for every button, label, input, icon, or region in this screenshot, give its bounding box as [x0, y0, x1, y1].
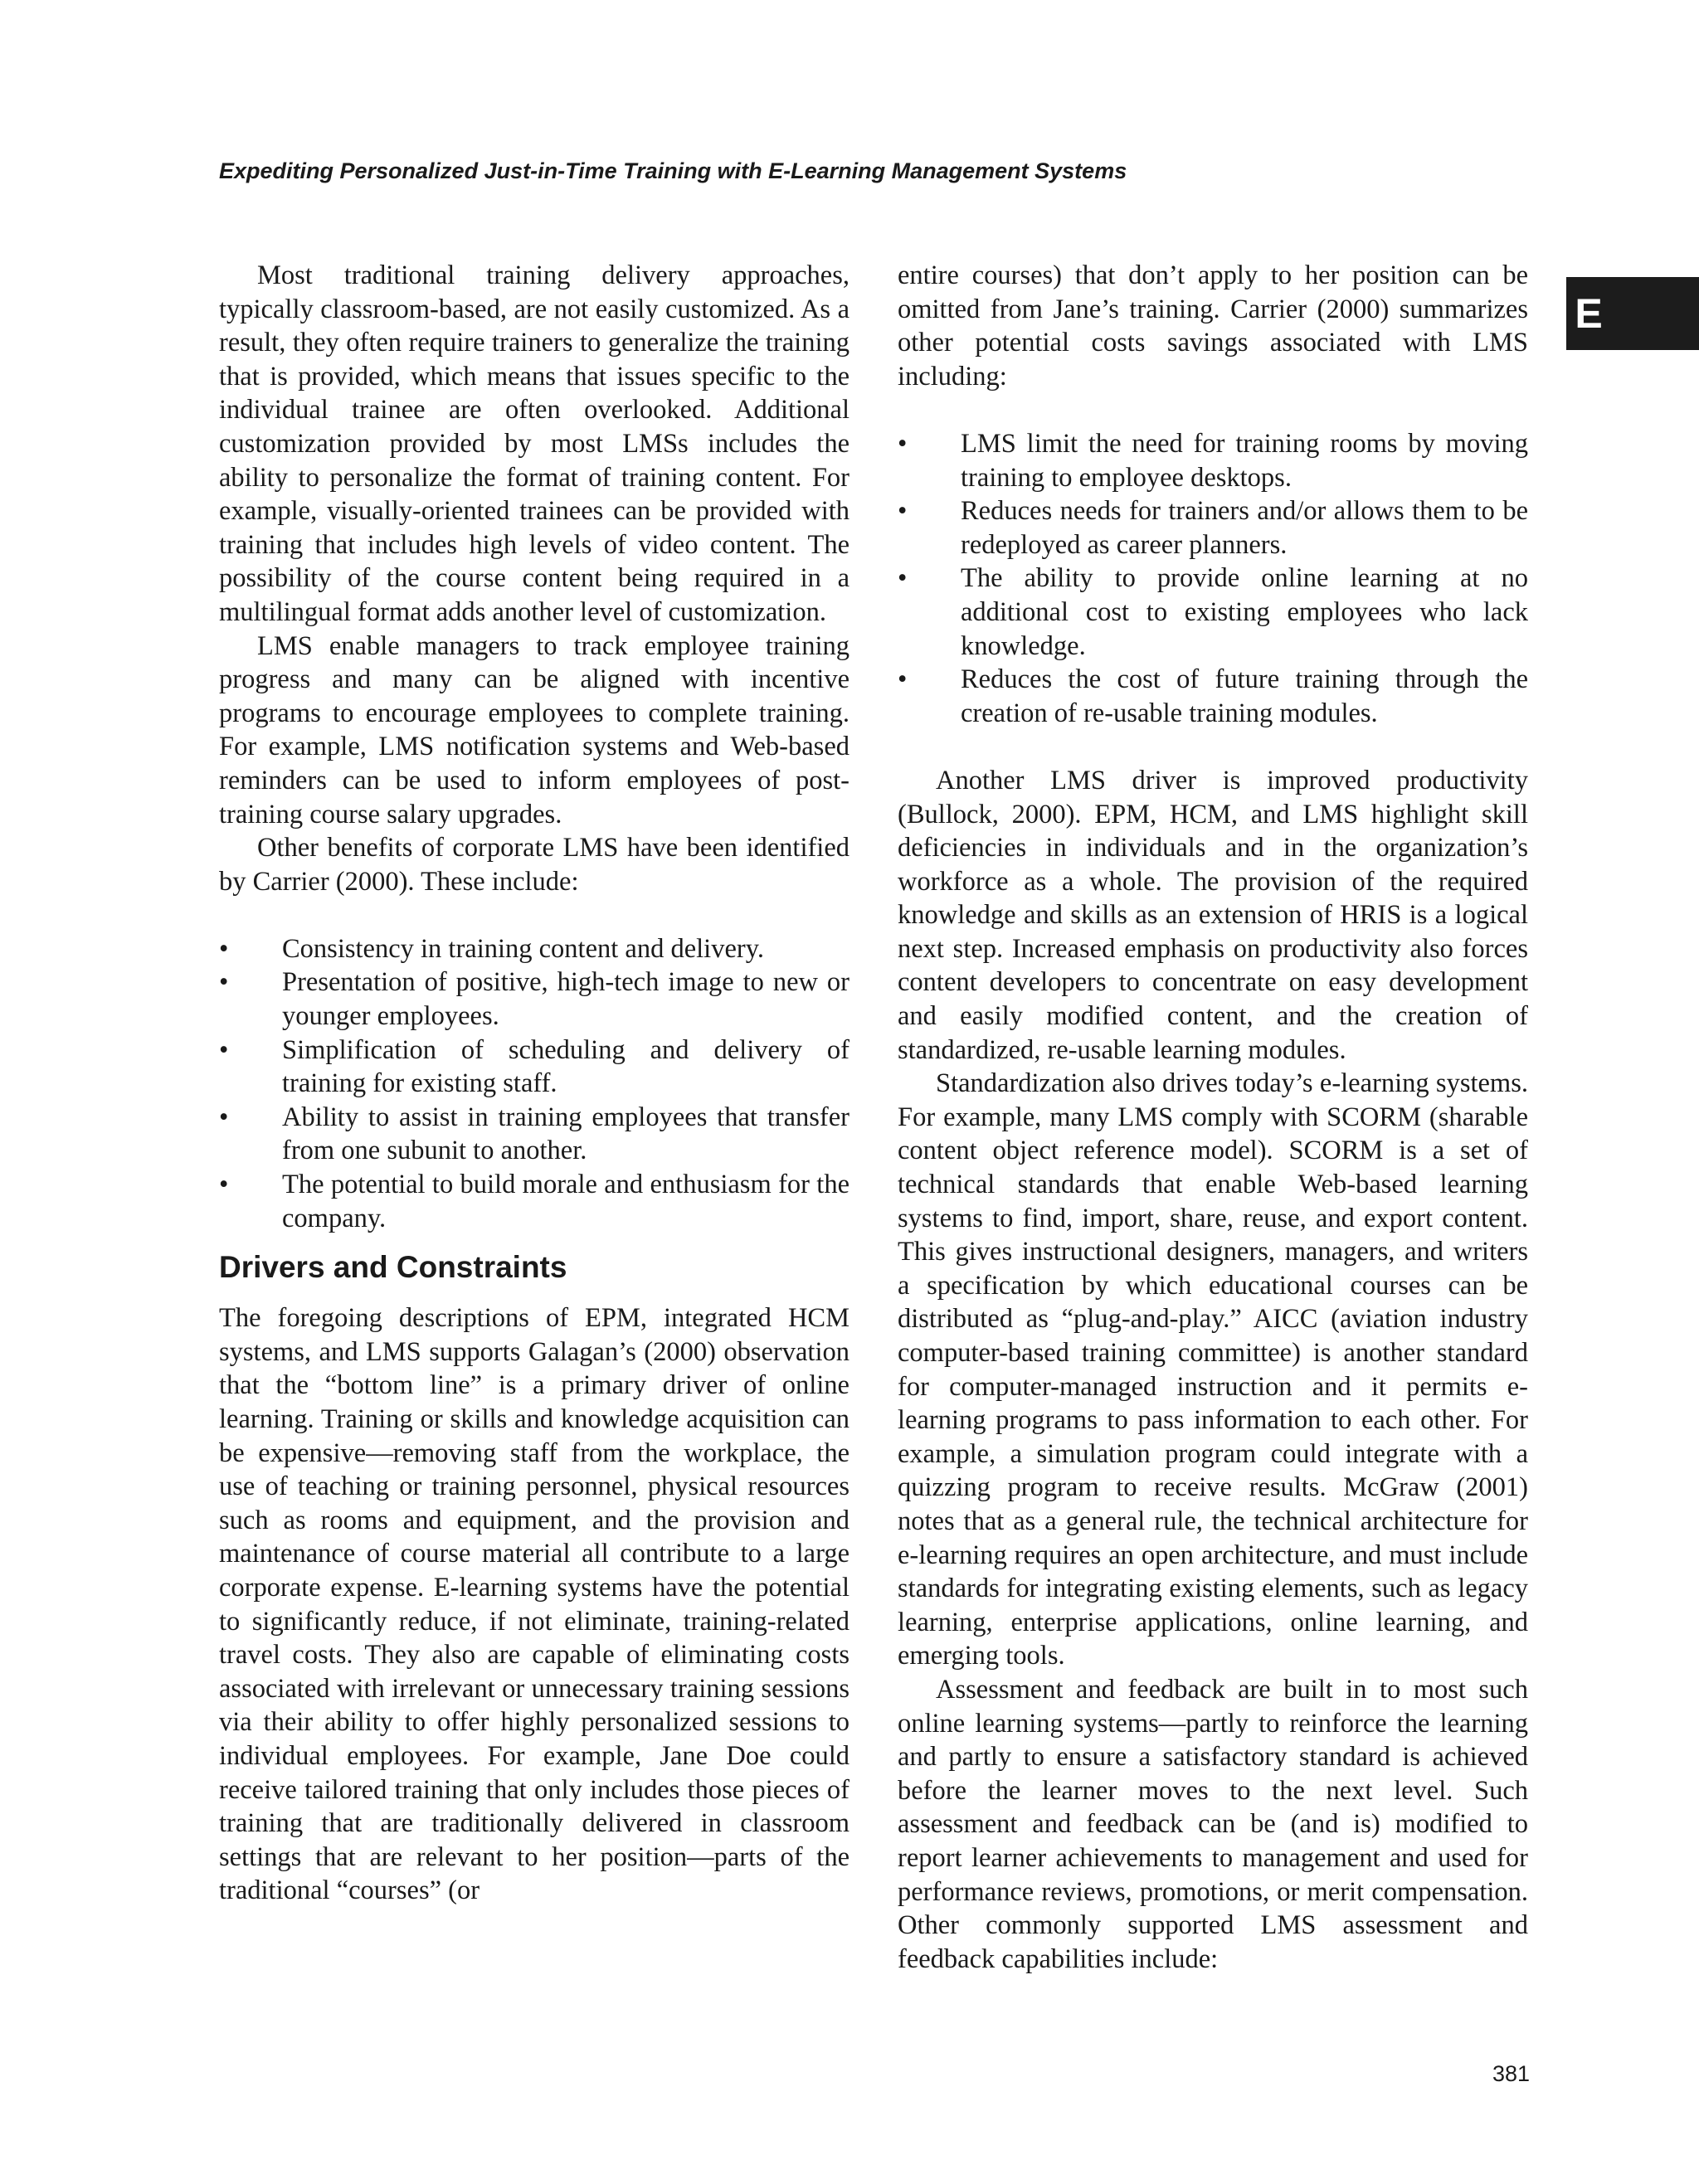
paragraph: Assessment and feedback are built in to most such online learning systems—partly to reinforce the learning and partly to ensure a satisfactory standard is achieved before the learner moves to the next level. Such assessment and feedback can be (and is) modified to report learner achievements to management and used for performance reviews, promotions, or merit compensation. Other commonly supported LMS assessment and feedback capabilities include:: [898, 1674, 1528, 1974]
bullet-item: [219, 932, 850, 966]
paragraph: entire courses) that don’t apply to her position can be omitted from Jane’s training. Carrier (2000) summarizes other potential costs savings associated with LMS including:: [898, 260, 1528, 392]
bullet-text: Reduces the cost of future training through the creation of re-usable training modules.: [961, 664, 1528, 728]
paragraph: Another LMS driver is improved productivity (Bullock, 2000). EPM, HCM, and LMS highlight skill deficiencies in individuals and in the organization’s workforce as a whole. The provision of the required knowledge and skills as an extension of HRIS is a logical next step. Increased emphasis on productivity also forces content developers to concentrate on easy development and easily modified content, and the creation of standardized, re-usable learning modules.: [898, 765, 1528, 1065]
paragraph: Most traditional training delivery approaches, typically classroom-based, are not easily customized. As a result, they often require trainers to generalize the training that is provided, which means that issues specific to the individual trainee are often overlooked. Additional customization provided by most LMSs includes the ability to personalize the format of training content. For example, visually-oriented trainees can be provided with training that includes high levels of video content. The possibility of the course content being required in a multilingual format adds another level of customization.: [219, 260, 850, 627]
bullet-text: The ability to provide online learning at no additional cost to existing employees who lack knowledge.: [961, 563, 1528, 661]
bullet-marker: •: [219, 967, 229, 998]
paragraph: LMS enable managers to track employee training progress and many can be aligned with incentive programs to encourage employees to complete training. For example, LMS notification systems and Web-based reminders can be used to inform employees of post-training course salary upgrades.: [219, 630, 850, 829]
bullet-item: [898, 663, 1528, 730]
bullet-text: The potential to build morale and enthusiasm for the company.: [282, 1170, 850, 1233]
bullet-marker: •: [898, 664, 908, 695]
bullet-marker: •: [898, 428, 908, 459]
bullet-marker: •: [219, 1034, 229, 1065]
bullet-item: [219, 1034, 850, 1101]
bullet-marker: •: [219, 1170, 229, 1200]
paragraph: The foregoing descriptions of EPM, integrated HCM systems, and LMS supports Galagan’s (2000) observation that the “bottom line” is a primary driver of online learning. Training or skills and knowledge acquisition can be expensive—removing staff from the workplace, the use of teaching or training personnel, physical resources such as rooms and equipment, and the provision and maintenance of course material all contribute to a large corporate expense. E-learning systems have the potential to significantly reduce, if not eliminate, training-related travel costs. They also are capable of eliminating costs associated with irrelevant or unnecessary training sessions via their ability to offer highly personalized sessions to individual employees. For example, Jane Doe could receive tailored training that only includes those pieces of training that are traditionally delivered in classroom settings that are relevant to her position—parts of the traditional “courses” (or: [219, 1303, 850, 1906]
bullet-marker: •: [898, 496, 908, 527]
bullet-text: Ability to assist in training employees that transfer from one subunit to another.: [282, 1102, 850, 1166]
bullet-text: Presentation of positive, high-tech image to new or younger employees.: [282, 967, 850, 1032]
benefits-bullet-list: [219, 932, 850, 1235]
bullet-item: [898, 562, 1528, 663]
right-column: [898, 259, 1528, 1976]
bullet-text: LMS limit the need for training rooms by moving training to employee desktops.: [961, 428, 1528, 493]
bullet-text: Simplification of scheduling and delivery of training for existing staff.: [282, 1034, 850, 1099]
bullet-item: [219, 1168, 850, 1235]
left-column: [219, 259, 850, 1908]
bullet-item: [898, 427, 1528, 494]
bullet-marker: •: [219, 933, 229, 964]
bullet-marker: •: [898, 563, 908, 594]
section-tab-letter: E: [1575, 290, 1603, 337]
bullet-text: Consistency in training content and delivery.: [282, 933, 764, 964]
paragraph: Other benefits of corporate LMS have been identified by Carrier (2000). These include:: [219, 833, 850, 897]
section-tab: [1566, 277, 1699, 350]
bullet-item: [219, 966, 850, 1033]
bullet-item: [898, 494, 1528, 562]
paragraph: Standardization also drives today’s e-learning systems. For example, many LMS comply with SCORM (sharable content object reference model). SCORM is a set of technical standards that enable Web-based learning systems to find, import, share, reuse, and export content. This gives instructional designers, managers, and writers a specification by which educational courses can be distributed as “plug-and-play.” AICC (aviation industry computer-based training committee) is another standard for computer-managed instruction and it permits e-learning programs to pass information to each other. For example, a simulation program could integrate with a quizzing program to receive results. McGraw (2001) notes that as a general rule, the technical architecture for e-learning requires an open architecture, and must include standards for integrating existing elements, such as legacy learning, enterprise applications, online learning, and emerging tools.: [898, 1068, 1528, 1671]
page-number: 381: [1492, 2061, 1530, 2086]
bullet-item: [219, 1101, 850, 1168]
section-heading: Drivers and Constraints: [219, 1250, 567, 1285]
running-header: Expediting Personalized Just-in-Time Training with E-Learning Management Systems: [219, 158, 1127, 183]
bullet-text: Reduces needs for trainers and/or allows them to be redeployed as career planners.: [961, 496, 1528, 560]
cost-savings-bullet-list: [898, 427, 1528, 730]
bullet-marker: •: [219, 1102, 229, 1132]
